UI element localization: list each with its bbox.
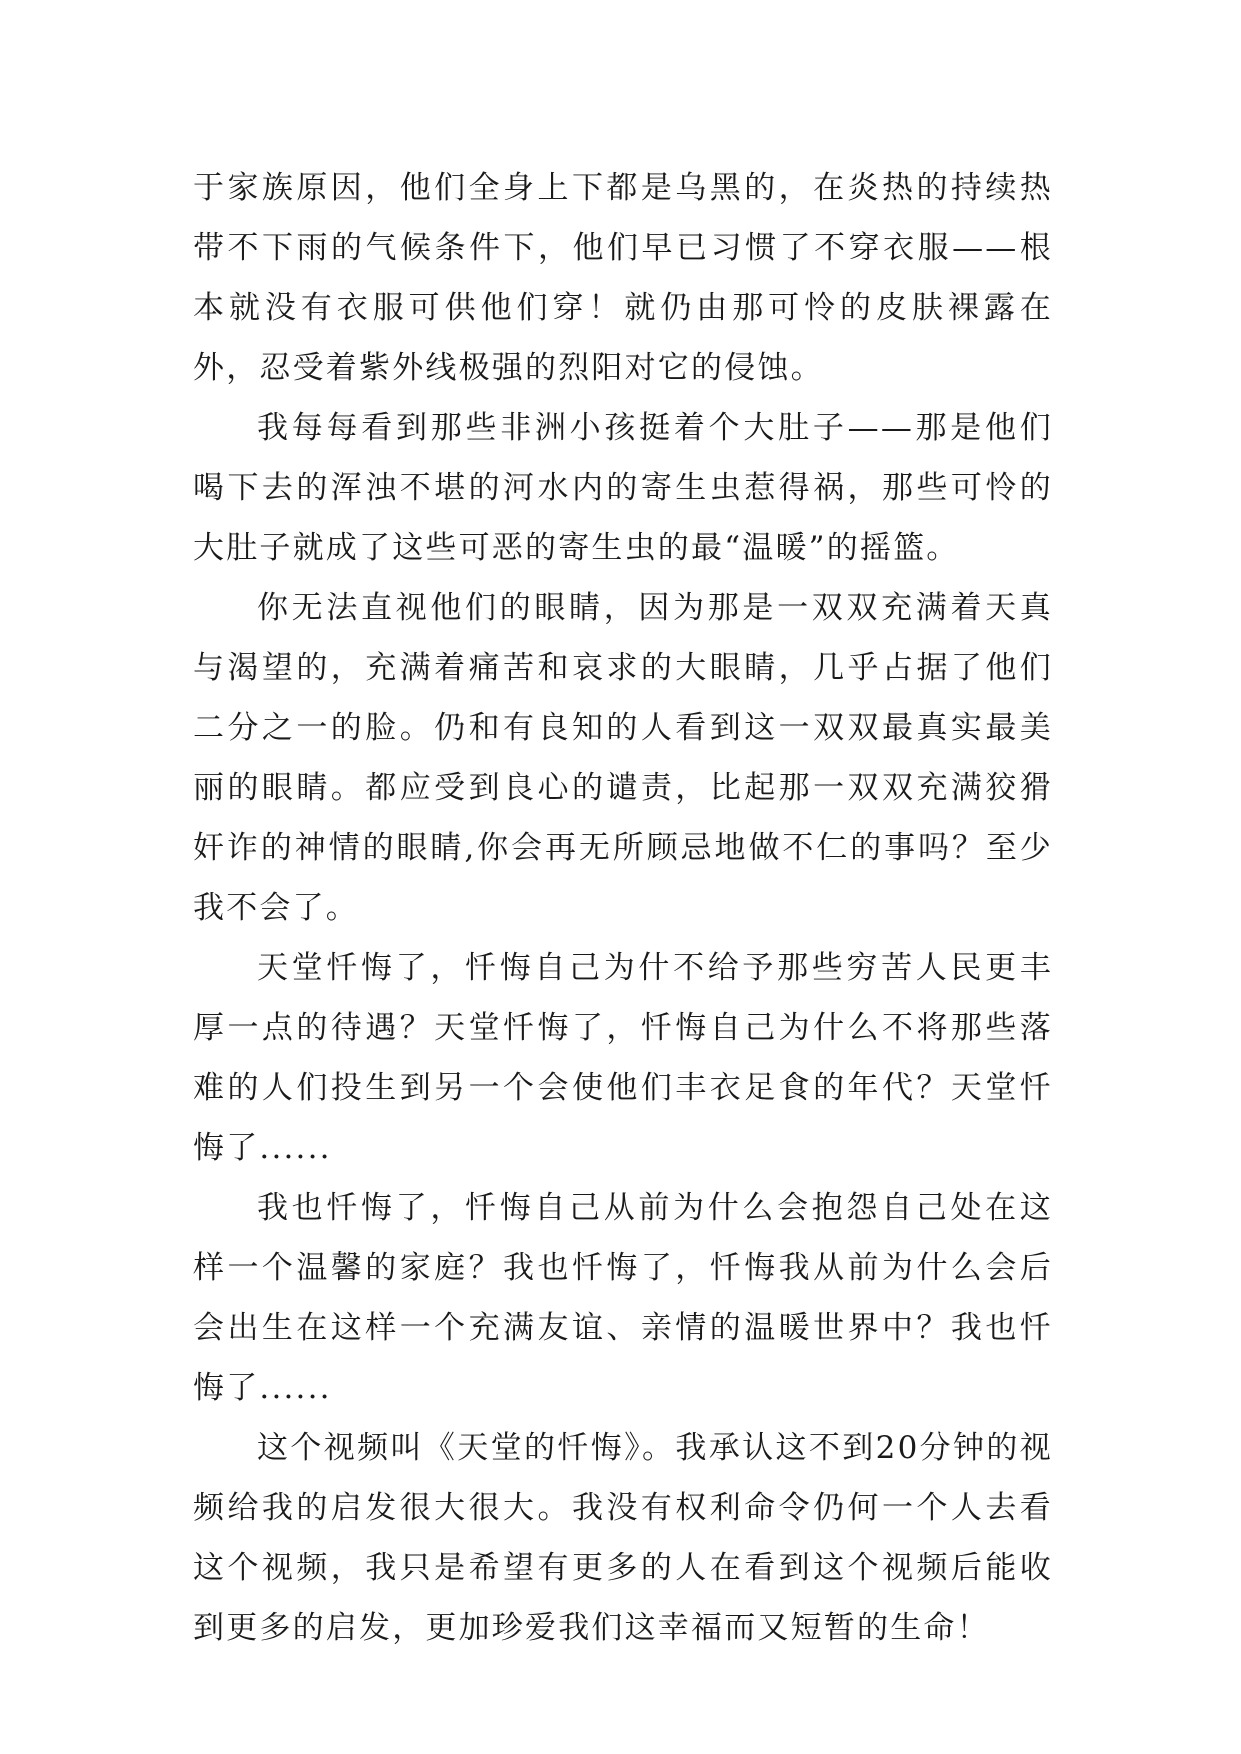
- paragraph-1: 于家族原因，他们全身上下都是乌黑的，在炎热的持续热带不下雨的气候条件下，他们早已习惯了不穿衣服——根本就没有衣服可供他们穿！就仍由那可怜的皮肤裸露在外，忍受着紫外线极强的烈阳对它的侵蚀。: [193, 170, 1053, 386]
- paragraph-4: 天堂忏悔了，忏悔自己为什不给予那些穷苦人民更丰厚一点的待遇？天堂忏悔了，忏悔自己为什么不将那些落难的人们投生到另一个会使他们丰衣足食的年代？天堂忏悔了......: [193, 950, 1053, 1166]
- paragraph-5: 我也忏悔了，忏悔自己从前为什么会抱怨自己处在这样一个温馨的家庭？我也忏悔了，忏悔我从前为什么会后会出生在这样一个充满友谊、亲情的温暖世界中？我也忏悔了......: [193, 1190, 1053, 1406]
- document-body: [193, 158, 1053, 1658]
- paragraph-2: 我每每看到那些非洲小孩挺着个大肚子——那是他们喝下去的浑浊不堪的河水内的寄生虫惹得祸，那些可怜的大肚子就成了这些可恶的寄生虫的最“温暖”的摇篮。: [193, 410, 1053, 566]
- paragraph-6: 这个视频叫《天堂的忏悔》。我承认这不到20分钟的视频给我的启发很大很大。我没有权利命令仍何一个人去看这个视频，我只是希望有更多的人在看到这个视频后能收到更多的启发，更加珍爱我们这幸福而又短暂的生命！: [193, 1430, 1053, 1646]
- paragraph-3: 你无法直视他们的眼睛，因为那是一双双充满着天真与渴望的，充满着痛苦和哀求的大眼睛，几乎占据了他们二分之一的脸。仍和有良知的人看到这一双双最真实最美丽的眼睛。都应受到良心的谴责，比起那一双双充满狡猾奸诈的神情的眼睛,你会再无所顾忌地做不仁的事吗？至少我不会了。: [193, 590, 1053, 926]
